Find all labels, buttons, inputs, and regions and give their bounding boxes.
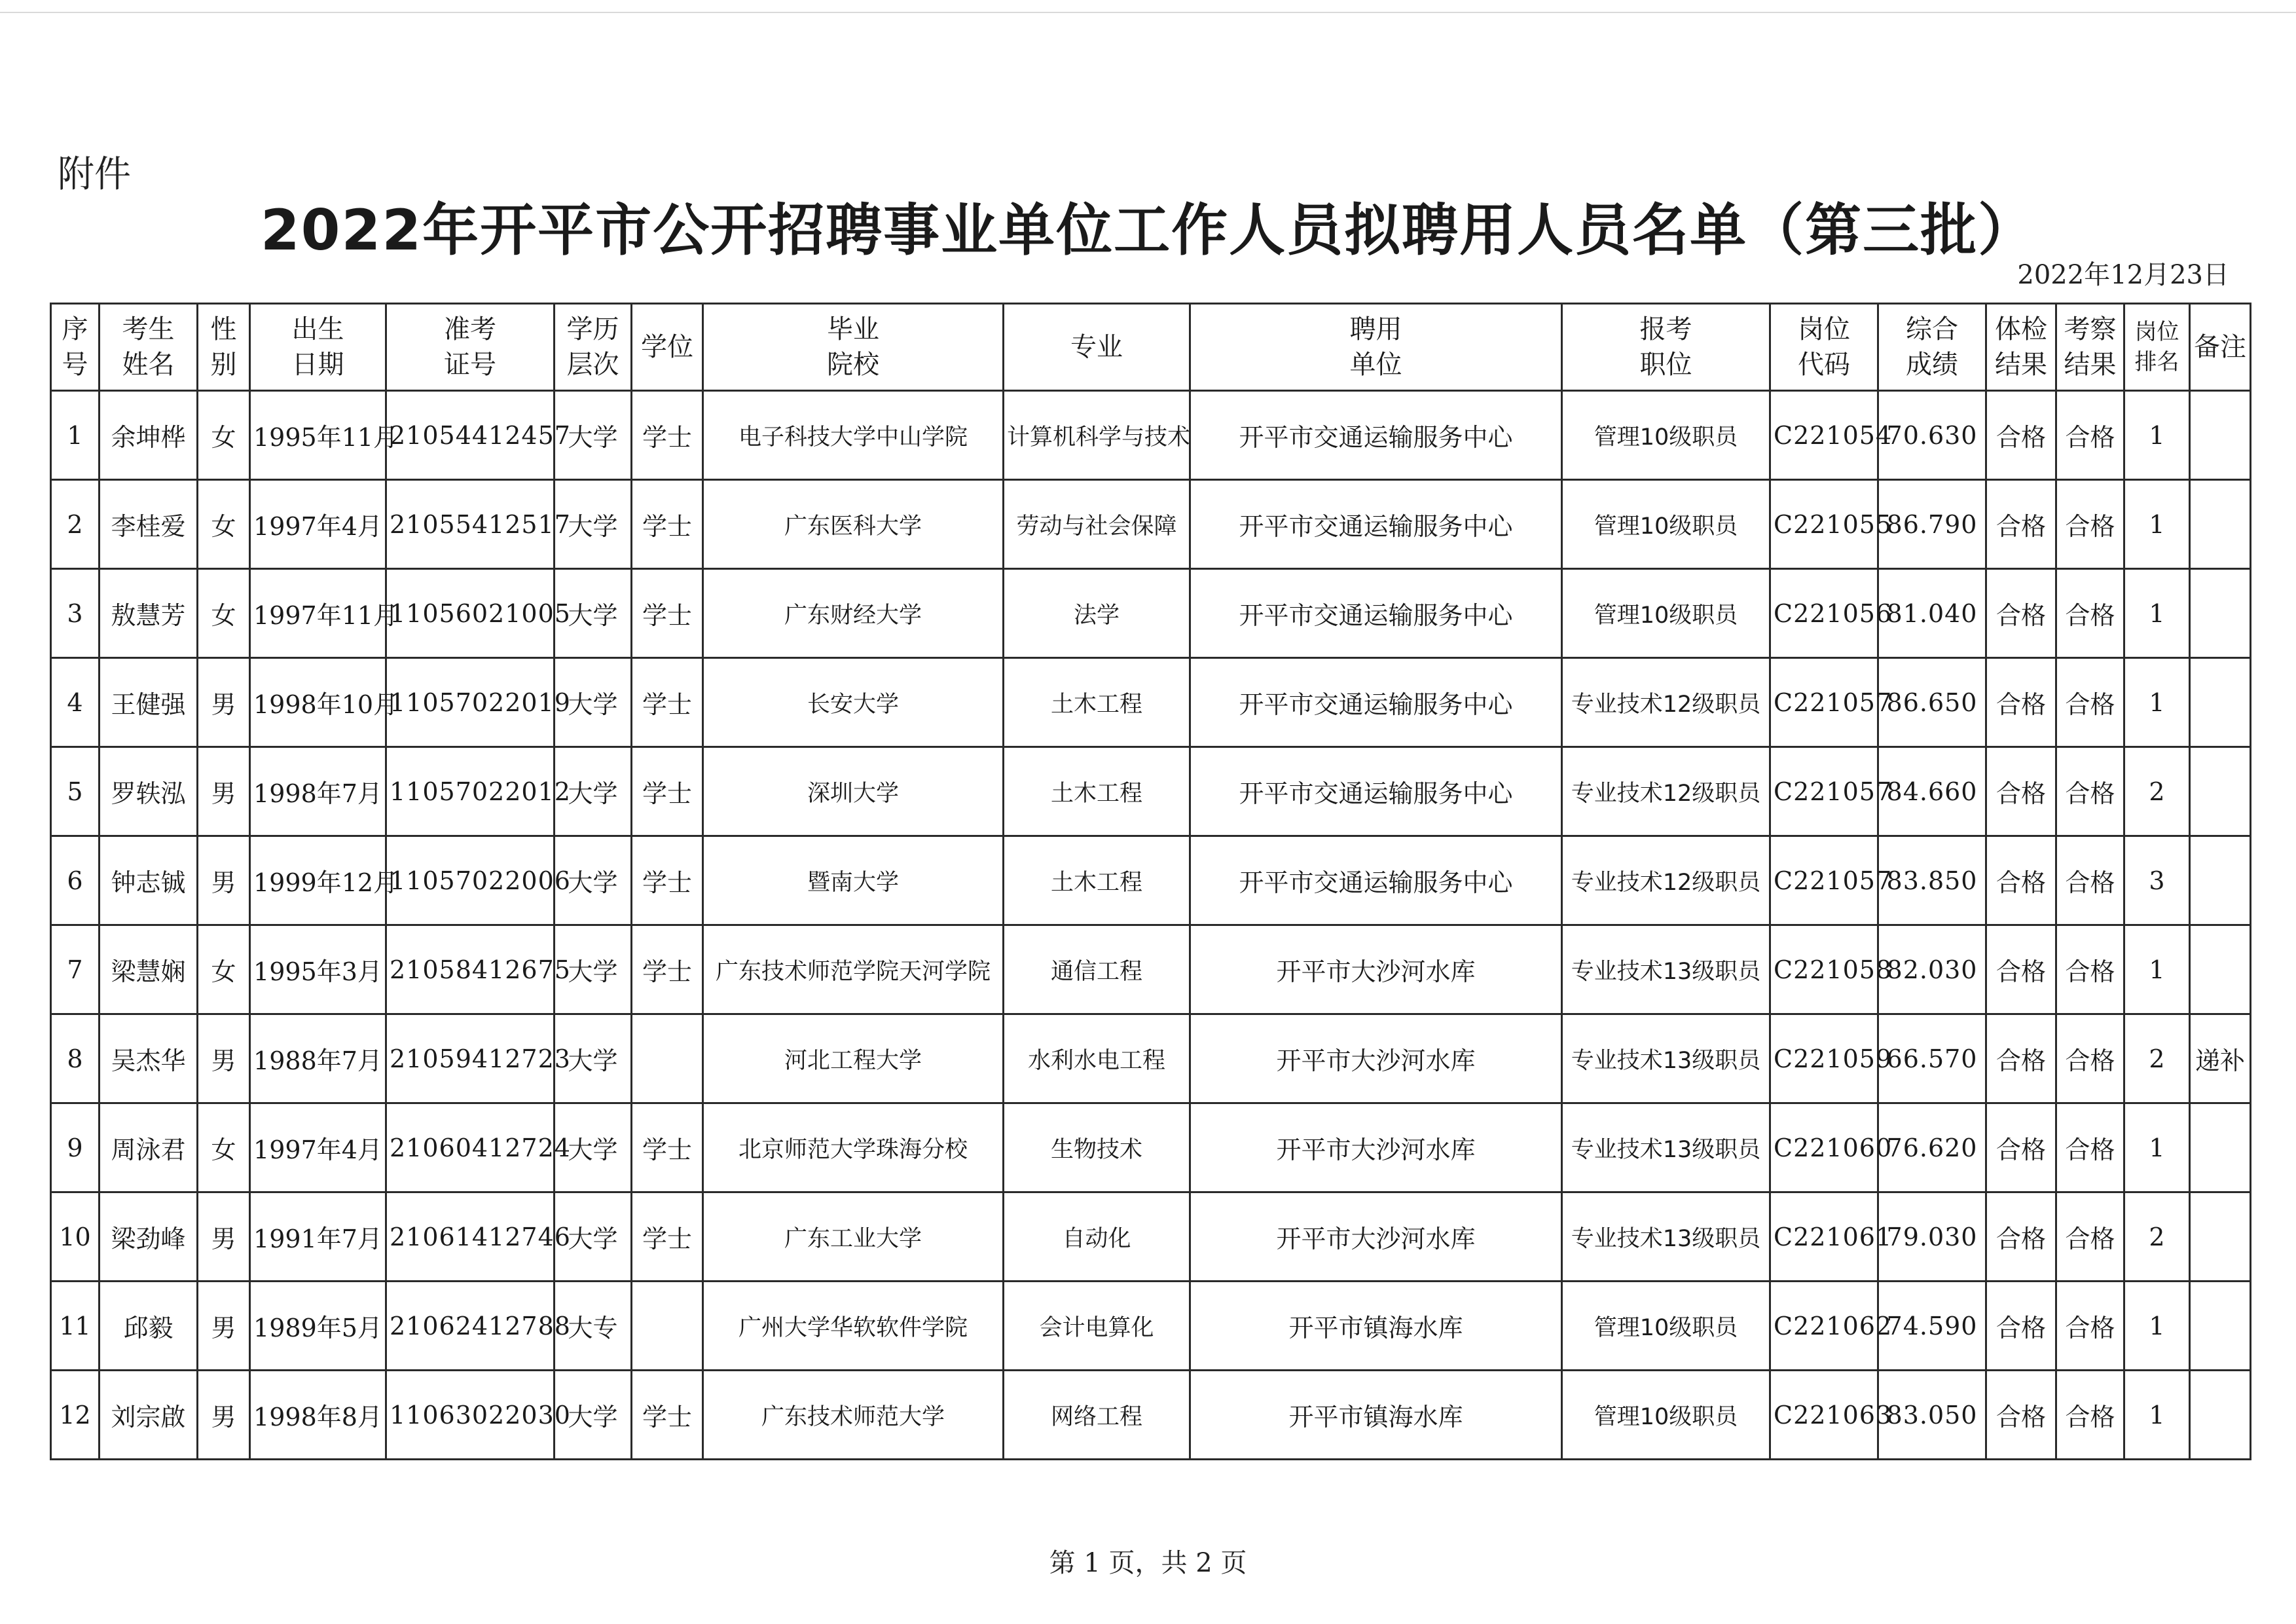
cell-post-rank: 1 <box>2124 925 2190 1014</box>
scan-top-edge <box>0 12 2296 13</box>
cell-birth-date: 1998年10月 <box>250 658 386 747</box>
cell-inspection-result: 合格 <box>2056 569 2124 658</box>
col-header: 专业 <box>1004 304 1190 391</box>
cell-inspection-result: 合格 <box>2056 1192 2124 1282</box>
cell-position: 管理10级职员 <box>1562 391 1770 480</box>
cell-education: 大学 <box>555 1014 632 1103</box>
col-header: 报考职位 <box>1562 304 1770 391</box>
cell-gender: 男 <box>198 658 250 747</box>
cell-score: 84.660 <box>1878 747 1986 836</box>
cell-major: 土木工程 <box>1004 747 1190 836</box>
cell-school: 广东医科大学 <box>703 480 1004 569</box>
col-header: 学历层次 <box>555 304 632 391</box>
cell-post-rank: 2 <box>2124 1192 2190 1282</box>
cell-birth-date: 1998年7月 <box>250 747 386 836</box>
cell-gender: 女 <box>198 1103 250 1192</box>
cell-degree: 学士 <box>632 747 703 836</box>
cell-education: 大学 <box>555 480 632 569</box>
cell-inspection-result: 合格 <box>2056 1014 2124 1103</box>
cell-name: 梁劲峰 <box>100 1192 198 1282</box>
cell-school: 河北工程大学 <box>703 1014 1004 1103</box>
cell-education: 大学 <box>555 658 632 747</box>
cell-degree: 学士 <box>632 391 703 480</box>
cell-position: 专业技术13级职员 <box>1562 1014 1770 1103</box>
page-number: 第 1 页，共 2 页 <box>1049 1548 1247 1578</box>
cell-remark <box>2190 836 2251 925</box>
col-header: 岗位排名 <box>2124 304 2190 391</box>
cell-index: 6 <box>51 836 100 925</box>
cell-employer: 开平市大沙河水库 <box>1190 925 1562 1014</box>
cell-exam-id: 11056021005 <box>386 569 555 658</box>
cell-education: 大学 <box>555 925 632 1014</box>
cell-position: 专业技术13级职员 <box>1562 1192 1770 1282</box>
cell-remark <box>2190 391 2251 480</box>
cell-major: 水利水电工程 <box>1004 1014 1190 1103</box>
cell-education: 大学 <box>555 1192 632 1282</box>
cell-major: 生物技术 <box>1004 1103 1190 1192</box>
table-row <box>51 569 2251 658</box>
cell-birth-date: 1997年4月 <box>250 480 386 569</box>
cell-position: 管理10级职员 <box>1562 480 1770 569</box>
cell-birth-date: 1997年4月 <box>250 1103 386 1192</box>
cell-score: 74.590 <box>1878 1282 1986 1371</box>
cell-medical-result: 合格 <box>1986 1103 2056 1192</box>
cell-score: 76.620 <box>1878 1103 1986 1192</box>
document-title: 2022年开平市公开招聘事业单位工作人员拟聘用人员名单（第三批） <box>260 198 2036 263</box>
cell-score: 86.790 <box>1878 480 1986 569</box>
cell-birth-date: 1999年12月 <box>250 836 386 925</box>
col-header: 聘用单位 <box>1190 304 1562 391</box>
cell-post-code: C221063 <box>1770 1371 1878 1460</box>
cell-score: 66.570 <box>1878 1014 1986 1103</box>
cell-medical-result: 合格 <box>1986 569 2056 658</box>
cell-medical-result: 合格 <box>1986 747 2056 836</box>
cell-gender: 男 <box>198 1282 250 1371</box>
cell-name: 周泳君 <box>100 1103 198 1192</box>
cell-gender: 男 <box>198 1371 250 1460</box>
cell-post-rank: 2 <box>2124 747 2190 836</box>
cell-name: 王健强 <box>100 658 198 747</box>
cell-post-code: C221056 <box>1770 569 1878 658</box>
cell-score: 83.050 <box>1878 1371 1986 1460</box>
cell-education: 大学 <box>555 836 632 925</box>
cell-score: 70.630 <box>1878 391 1986 480</box>
cell-position: 专业技术12级职员 <box>1562 836 1770 925</box>
cell-medical-result: 合格 <box>1986 925 2056 1014</box>
cell-post-rank: 1 <box>2124 1371 2190 1460</box>
col-header: 体检结果 <box>1986 304 2056 391</box>
cell-post-rank: 1 <box>2124 480 2190 569</box>
cell-index: 4 <box>51 658 100 747</box>
table-row <box>51 480 2251 569</box>
cell-remark: 递补 <box>2190 1014 2251 1103</box>
cell-school: 暨南大学 <box>703 836 1004 925</box>
table-row <box>51 1103 2251 1192</box>
cell-index: 9 <box>51 1103 100 1192</box>
cell-employer: 开平市大沙河水库 <box>1190 1192 1562 1282</box>
cell-name: 罗轶泓 <box>100 747 198 836</box>
cell-post-code: C221057 <box>1770 836 1878 925</box>
cell-index: 2 <box>51 480 100 569</box>
cell-medical-result: 合格 <box>1986 480 2056 569</box>
cell-exam-id: 11063022030 <box>386 1371 555 1460</box>
cell-position: 管理10级职员 <box>1562 1282 1770 1371</box>
cell-post-code: C221054 <box>1770 391 1878 480</box>
cell-exam-id: 11057022006 <box>386 836 555 925</box>
cell-index: 7 <box>51 925 100 1014</box>
cell-remark <box>2190 1282 2251 1371</box>
cell-inspection-result: 合格 <box>2056 1371 2124 1460</box>
cell-medical-result: 合格 <box>1986 836 2056 925</box>
col-header: 备注 <box>2190 304 2251 391</box>
cell-major: 土木工程 <box>1004 658 1190 747</box>
cell-inspection-result: 合格 <box>2056 747 2124 836</box>
cell-major: 自动化 <box>1004 1192 1190 1282</box>
cell-degree: 学士 <box>632 480 703 569</box>
cell-name: 钟志铖 <box>100 836 198 925</box>
cell-gender: 女 <box>198 391 250 480</box>
cell-school: 广东工业大学 <box>703 1192 1004 1282</box>
cell-exam-id: 11057022012 <box>386 747 555 836</box>
table-row <box>51 658 2251 747</box>
cell-employer: 开平市交通运输服务中心 <box>1190 658 1562 747</box>
cell-post-rank: 1 <box>2124 569 2190 658</box>
cell-degree: 学士 <box>632 1192 703 1282</box>
cell-gender: 女 <box>198 480 250 569</box>
cell-inspection-result: 合格 <box>2056 480 2124 569</box>
cell-post-code: C221057 <box>1770 747 1878 836</box>
cell-medical-result: 合格 <box>1986 658 2056 747</box>
cell-remark <box>2190 925 2251 1014</box>
cell-score: 86.650 <box>1878 658 1986 747</box>
cell-index: 11 <box>51 1282 100 1371</box>
cell-major: 计算机科学与技术 <box>1004 391 1190 480</box>
cell-education: 大学 <box>555 391 632 480</box>
cell-position: 管理10级职员 <box>1562 1371 1770 1460</box>
attachment-label: 附件 <box>58 153 131 196</box>
cell-education: 大学 <box>555 1371 632 1460</box>
cell-employer: 开平市大沙河水库 <box>1190 1103 1562 1192</box>
cell-employer: 开平市镇海水库 <box>1190 1371 1562 1460</box>
cell-birth-date: 1995年3月 <box>250 925 386 1014</box>
cell-post-rank: 1 <box>2124 391 2190 480</box>
cell-gender: 男 <box>198 836 250 925</box>
cell-inspection-result: 合格 <box>2056 1103 2124 1192</box>
cell-score: 81.040 <box>1878 569 1986 658</box>
table-row <box>51 1371 2251 1460</box>
cell-name: 梁慧娴 <box>100 925 198 1014</box>
cell-exam-id: 21059412723 <box>386 1014 555 1103</box>
cell-exam-id: 21060412724 <box>386 1103 555 1192</box>
table-row <box>51 391 2251 480</box>
cell-degree <box>632 1014 703 1103</box>
cell-post-rank: 2 <box>2124 1014 2190 1103</box>
cell-index: 1 <box>51 391 100 480</box>
table-row <box>51 1014 2251 1103</box>
cell-name: 余坤桦 <box>100 391 198 480</box>
cell-birth-date: 1989年5月 <box>250 1282 386 1371</box>
cell-post-code: C221057 <box>1770 658 1878 747</box>
cell-inspection-result: 合格 <box>2056 391 2124 480</box>
cell-employer: 开平市交通运输服务中心 <box>1190 836 1562 925</box>
cell-major: 通信工程 <box>1004 925 1190 1014</box>
cell-degree: 学士 <box>632 1371 703 1460</box>
cell-remark <box>2190 1371 2251 1460</box>
cell-major: 会计电算化 <box>1004 1282 1190 1371</box>
cell-school: 广东技术师范大学 <box>703 1371 1004 1460</box>
cell-name: 敖慧芳 <box>100 569 198 658</box>
cell-position: 专业技术13级职员 <box>1562 925 1770 1014</box>
cell-post-code: C221059 <box>1770 1014 1878 1103</box>
col-header: 岗位代码 <box>1770 304 1878 391</box>
cell-inspection-result: 合格 <box>2056 925 2124 1014</box>
cell-inspection-result: 合格 <box>2056 836 2124 925</box>
cell-birth-date: 1991年7月 <box>250 1192 386 1282</box>
col-header: 准考证号 <box>386 304 555 391</box>
cell-remark <box>2190 658 2251 747</box>
cell-remark <box>2190 569 2251 658</box>
cell-index: 8 <box>51 1014 100 1103</box>
table-row <box>51 836 2251 925</box>
cell-exam-id: 21061412746 <box>386 1192 555 1282</box>
cell-gender: 男 <box>198 1192 250 1282</box>
cell-post-code: C221055 <box>1770 480 1878 569</box>
cell-birth-date: 1995年11月 <box>250 391 386 480</box>
cell-school: 长安大学 <box>703 658 1004 747</box>
cell-position: 管理10级职员 <box>1562 569 1770 658</box>
cell-medical-result: 合格 <box>1986 1192 2056 1282</box>
cell-position: 专业技术13级职员 <box>1562 1103 1770 1192</box>
cell-post-rank: 1 <box>2124 1282 2190 1371</box>
cell-name: 刘宗啟 <box>100 1371 198 1460</box>
cell-education: 大学 <box>555 569 632 658</box>
cell-birth-date: 1997年11月 <box>250 569 386 658</box>
cell-school: 电子科技大学中山学院 <box>703 391 1004 480</box>
cell-post-code: C221060 <box>1770 1103 1878 1192</box>
cell-degree: 学士 <box>632 569 703 658</box>
table-header-row <box>51 304 2251 391</box>
cell-post-rank: 3 <box>2124 836 2190 925</box>
cell-index: 12 <box>51 1371 100 1460</box>
cell-name: 邱毅 <box>100 1282 198 1371</box>
cell-score: 79.030 <box>1878 1192 1986 1282</box>
cell-birth-date: 1998年8月 <box>250 1371 386 1460</box>
cell-remark <box>2190 747 2251 836</box>
cell-medical-result: 合格 <box>1986 1371 2056 1460</box>
cell-name: 吴杰华 <box>100 1014 198 1103</box>
col-header: 学位 <box>632 304 703 391</box>
cell-exam-id: 11057022019 <box>386 658 555 747</box>
col-header: 性别 <box>198 304 250 391</box>
cell-degree <box>632 1282 703 1371</box>
cell-post-rank: 1 <box>2124 658 2190 747</box>
col-header: 综合成绩 <box>1878 304 1986 391</box>
cell-school: 广东财经大学 <box>703 569 1004 658</box>
cell-score: 82.030 <box>1878 925 1986 1014</box>
cell-position: 专业技术12级职员 <box>1562 747 1770 836</box>
cell-medical-result: 合格 <box>1986 391 2056 480</box>
cell-gender: 女 <box>198 569 250 658</box>
col-header: 考察结果 <box>2056 304 2124 391</box>
cell-degree: 学士 <box>632 658 703 747</box>
table-row <box>51 925 2251 1014</box>
cell-post-code: C221058 <box>1770 925 1878 1014</box>
cell-exam-id: 21054412457 <box>386 391 555 480</box>
cell-gender: 男 <box>198 747 250 836</box>
cell-school: 广东技术师范学院天河学院 <box>703 925 1004 1014</box>
document-date: 2022年12月23日 <box>2017 260 2229 290</box>
cell-index: 10 <box>51 1192 100 1282</box>
cell-gender: 女 <box>198 925 250 1014</box>
cell-position: 专业技术12级职员 <box>1562 658 1770 747</box>
table-row <box>51 1192 2251 1282</box>
cell-name: 李桂爱 <box>100 480 198 569</box>
cell-education: 大专 <box>555 1282 632 1371</box>
cell-employer: 开平市交通运输服务中心 <box>1190 480 1562 569</box>
cell-remark <box>2190 1103 2251 1192</box>
cell-employer: 开平市大沙河水库 <box>1190 1014 1562 1103</box>
cell-major: 法学 <box>1004 569 1190 658</box>
cell-degree: 学士 <box>632 1103 703 1192</box>
cell-employer: 开平市交通运输服务中心 <box>1190 569 1562 658</box>
cell-medical-result: 合格 <box>1986 1282 2056 1371</box>
candidate-table <box>50 303 2251 1460</box>
col-header: 考生姓名 <box>100 304 198 391</box>
cell-post-rank: 1 <box>2124 1103 2190 1192</box>
cell-exam-id: 21055412517 <box>386 480 555 569</box>
cell-inspection-result: 合格 <box>2056 1282 2124 1371</box>
col-header: 序号 <box>51 304 100 391</box>
table-row <box>51 747 2251 836</box>
col-header: 出生日期 <box>250 304 386 391</box>
cell-school: 广州大学华软软件学院 <box>703 1282 1004 1371</box>
cell-index: 5 <box>51 747 100 836</box>
cell-index: 3 <box>51 569 100 658</box>
cell-school: 深圳大学 <box>703 747 1004 836</box>
cell-exam-id: 21058412675 <box>386 925 555 1014</box>
table-row <box>51 1282 2251 1371</box>
cell-medical-result: 合格 <box>1986 1014 2056 1103</box>
cell-gender: 男 <box>198 1014 250 1103</box>
cell-major: 劳动与社会保障 <box>1004 480 1190 569</box>
cell-degree: 学士 <box>632 925 703 1014</box>
cell-education: 大学 <box>555 747 632 836</box>
cell-remark <box>2190 1192 2251 1282</box>
cell-exam-id: 21062412788 <box>386 1282 555 1371</box>
cell-employer: 开平市交通运输服务中心 <box>1190 391 1562 480</box>
cell-post-code: C221061 <box>1770 1192 1878 1282</box>
cell-employer: 开平市镇海水库 <box>1190 1282 1562 1371</box>
cell-inspection-result: 合格 <box>2056 658 2124 747</box>
col-header: 毕业院校 <box>703 304 1004 391</box>
cell-degree: 学士 <box>632 836 703 925</box>
cell-post-code: C221062 <box>1770 1282 1878 1371</box>
cell-major: 网络工程 <box>1004 1371 1190 1460</box>
cell-score: 83.850 <box>1878 836 1986 925</box>
cell-birth-date: 1988年7月 <box>250 1014 386 1103</box>
cell-school: 北京师范大学珠海分校 <box>703 1103 1004 1192</box>
cell-education: 大学 <box>555 1103 632 1192</box>
cell-remark <box>2190 480 2251 569</box>
cell-major: 土木工程 <box>1004 836 1190 925</box>
cell-employer: 开平市交通运输服务中心 <box>1190 747 1562 836</box>
